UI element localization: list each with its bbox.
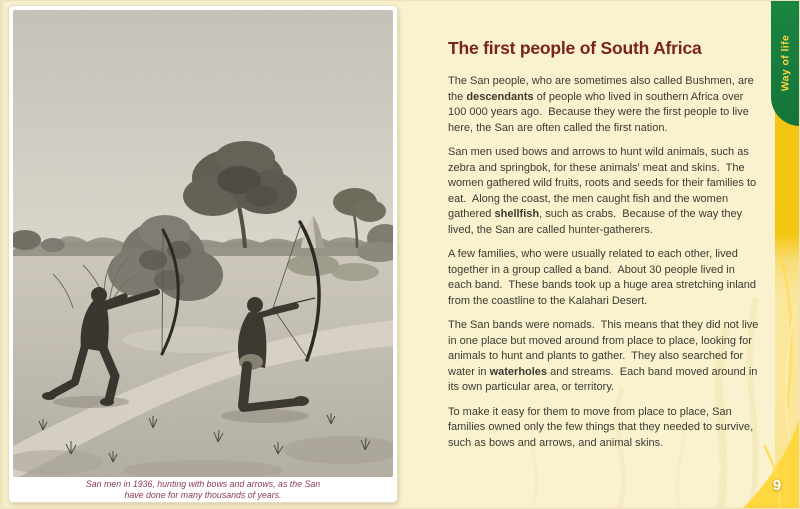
paragraph-4: The San bands were nomads. This means that they did not live in one place but moved around from place to place, looking for animals to hunt and plants to gather. They also searched for water in waterholes and streams. Each band moved around in its own particular area, or territory. — [448, 319, 762, 393]
photo-caption-line-2: have done for many thousands of years. — [124, 489, 282, 500]
chapter-tab-label: Way of life — [779, 34, 792, 92]
paragraph-5: To make it easy for them to move from place to place, San families owned only the few things that they needed to survive, such as bows and arrows, and animal skins. — [448, 405, 757, 449]
san-hunters-photo-illustration — [13, 10, 393, 477]
photo-caption — [13, 477, 393, 503]
paragraph-1: The San people, who are sometimes also called Bushmen, are the descendants of people who lived in southern Africa over 100 000 years ago. Because they were the first people to live here, the San are often called the first nation. — [448, 75, 757, 134]
paragraph-2: San men used bows and arrows to hunt wild animals, such as zebra and springbok, for these animals' meat and skins. The women gathered wild fruits, roots and seeds for their families to eat. Along the coast, the men caught fish and the women gathered shellfish, such as crabs. Because of the way they lived, the San are called hunter-gatherers. — [448, 146, 760, 236]
page-number: 9 — [772, 477, 782, 494]
photo-card — [8, 5, 398, 503]
photo-frame — [13, 10, 393, 477]
paragraph-3: A few families, who were usually related to each other, lived together in a group called a band. About 30 people lived in each band. These bands took up a huge area stretching inland from the coastline to the Kalahari Desert. — [448, 248, 760, 307]
photo-caption-line-1: San men in 1936, hunting with bows and arrows, as the San — [85, 479, 321, 489]
page-title: The first people of South Africa — [448, 38, 702, 58]
article — [448, 38, 762, 460]
chapter-tab-way-of-life — [771, 0, 800, 126]
